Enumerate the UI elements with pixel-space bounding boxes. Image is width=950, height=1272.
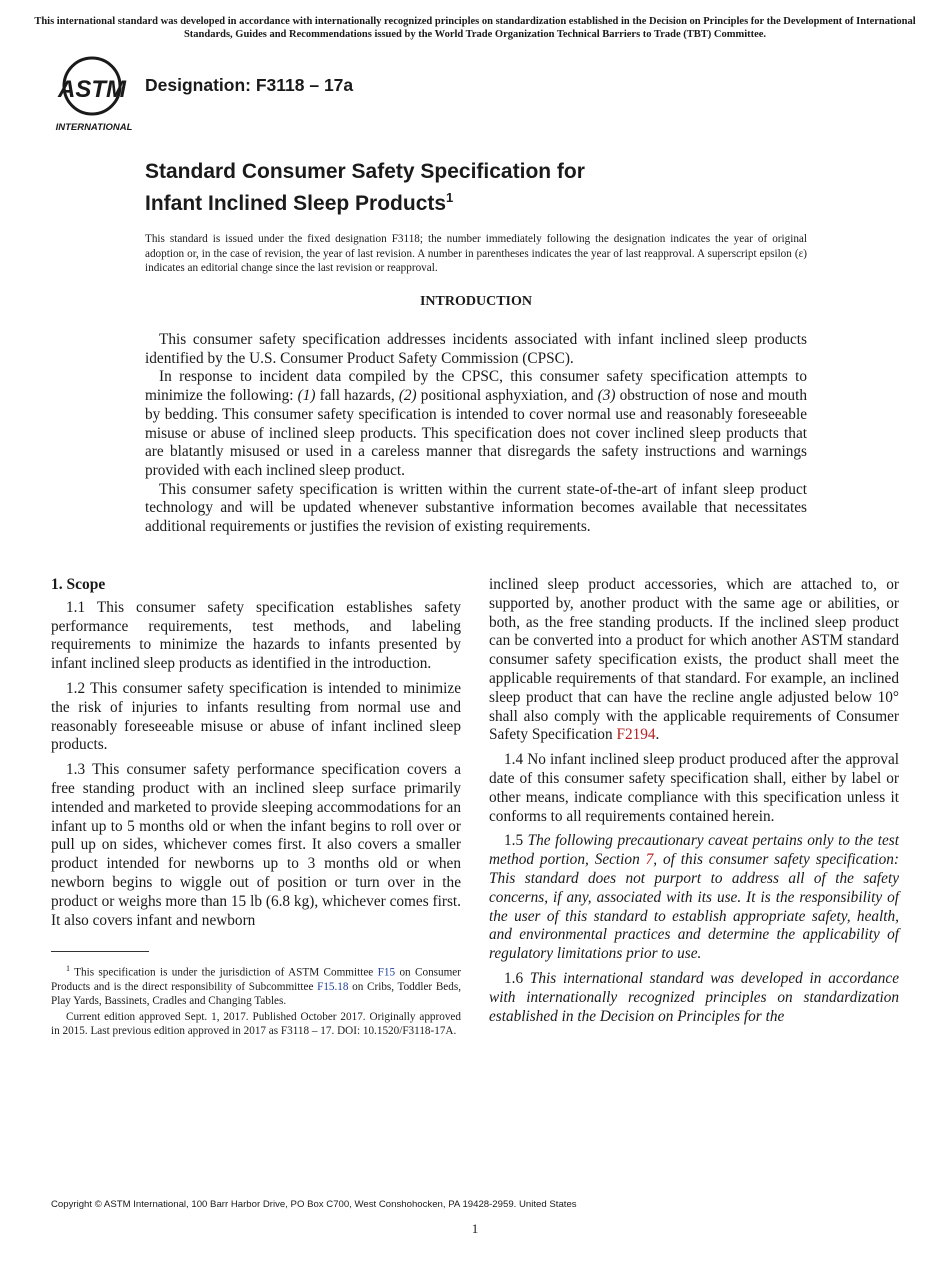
- introduction-body: [145, 331, 807, 537]
- f15-link[interactable]: F15: [377, 966, 396, 979]
- page-title: [145, 159, 845, 217]
- section-1-5-text-a: The following precautionary caveat pertains only to the test method portion, Section: [489, 832, 899, 869]
- intro-paragraph-1: This consumer safety specification addresses incidents associated with infant inclined sleep products identified by the U.S. Consumer Product Safety Commission (CPSC).: [145, 331, 807, 367]
- section-1-4: 1.4 No infant inclined sleep product produced after the approval date of this consumer safety specification shall, either by label or other means, indicate compliance with this specification unless it conforms to all requirements contained herein.: [489, 751, 899, 825]
- intro-p2-num-2: (2): [398, 387, 417, 405]
- introduction-heading: INTRODUCTION: [419, 294, 532, 309]
- intro-p2-text-d: obstruction of nose and mouth by bedding. This consumer safety specification is intended to cover normal use and reasonably foreseeable misuse or abuse of inclined sleep products. This specification does not cover inclined sleep products that are blatantly misused or used in a careless manner that disregards the safety instructions and warnings provided with each inclined sleep product.: [145, 387, 807, 479]
- right-column: [489, 576, 899, 1032]
- intro-p2-text-c: positional asphyxiation, and: [416, 387, 598, 405]
- section-1-5-text-b: , of this consumer safety specification: This standard does not purport to address all of the safety concerns, if any, associated with its use. It is the responsibility of the user of this standard to establish appropriate safety, health, and environmental practices and determine the applicability of regulatory limitations prior to use.: [489, 851, 899, 963]
- intro-p2-num-1: (1): [297, 387, 316, 405]
- title-footnote-mark: 1: [446, 190, 454, 205]
- section-1-3-continued: [489, 576, 899, 745]
- footnote-text-c: on Cribs, Toddler Beds, Play Yards, Bassinets, Cradles and Changing Tables.: [51, 981, 461, 1008]
- section-1-6-number: 1.6: [504, 969, 530, 987]
- section-7-link[interactable]: 7: [645, 851, 654, 869]
- intro-paragraph-2: [145, 368, 807, 480]
- footnote: [51, 962, 461, 1039]
- footnote-divider: [51, 951, 149, 952]
- footnote-text-b: on Consumer Products and is the direct responsibility of Subcommittee: [51, 966, 462, 994]
- footnote-edition: Current edition approved Sept. 1, 2017. Published October 2017. Originally approved in 2015. Last previous edition approved in 2017 as F3118 – 17. DOI: 10.1520/F3118-17A.: [51, 1010, 461, 1037]
- title-line-2-text: Infant Inclined Sleep Products: [145, 192, 447, 215]
- section-1-2: 1.2 This consumer safety specification is intended to minimize the risk of injuries to infants resulting from normal use and reasonably foreseeable misuse or abuse of infant inclined sleep products.: [51, 679, 461, 754]
- intro-p2-text-b: fall hazards,: [315, 387, 399, 405]
- section-1-1: 1.1 This consumer safety specification establishes safety performance requirements, test methods, and labeling requirements to minimize the hazards to infants presented by infant inclined sleep products as identified in the introduction.: [51, 598, 461, 673]
- copyright: Copyright © ASTM International, 100 Barr Harbor Drive, PO Box C700, West Conshohocken, PA 19428-2959. United States: [51, 1199, 577, 1210]
- title-line-1: Standard Consumer Safety Specification for: [145, 160, 585, 183]
- f2194-link[interactable]: F2194: [616, 726, 656, 744]
- logo-subtext: INTERNATIONAL: [55, 122, 133, 133]
- designation: Designation: F3118 – 17a: [145, 75, 354, 95]
- f15-18-link[interactable]: F15.18: [317, 981, 349, 994]
- section-1-3-cont-text: inclined sleep product accessories, which are attached to, or supported by, another product with the same age or abilities, or both, as the free standing products. If the inclined sleep product can be converted into a product for which another ASTM standard consumer safety specification exists, the product shall meet the applicable requirements of that standard. For example, an inclined sleep product that can have the recline angle adjusted below 10° shall also comply with the applicable requirements of Consumer Safety Specification: [489, 576, 899, 744]
- intro-p2-num-3: (3): [597, 387, 616, 405]
- title-line-2: [145, 185, 845, 217]
- section-1-5-number: 1.5: [504, 832, 528, 850]
- footnote-1: [51, 962, 461, 1009]
- section-1-6: [489, 970, 899, 1026]
- astm-international-logo: [52, 56, 136, 134]
- scope-heading: 1. Scope: [51, 576, 106, 593]
- page-number: 1: [471, 1221, 479, 1236]
- issued-note: This standard is issued under the fixed designation F3118; the number immediately following the designation indicates the year of original adoption or, in the case of revision, the year of last revision. A number in parentheses indicates the year of last reapproval. A superscript epsilon (ε) indicates an editorial change since the last revision or reapproval.: [145, 233, 807, 274]
- section-1-3: 1.3 This consumer safety performance specification covers a free standing product with an inclined sleep surface primarily intended and marketed to provide sleeping accommodations for an infant up to 5 months old or when the infant begins to roll over or pull up on sides, whichever comes first. It also covers a smaller product intended for newborns up to 3 months old or when newborn begins to wiggle out of position or turn over in the product or weighs more than 15 lb (6.8 kg), whichever comes first. It also covers infant and newborn: [51, 761, 461, 929]
- intro-paragraph-3: This consumer safety specification is written within the current state-of-the-art of infant sleep product technology and will be updated whenever substantive information becomes available that necessitates additional requirements or justifies the revision of existing requirements.: [145, 480, 807, 536]
- logo-text: ASTM: [58, 76, 126, 103]
- section-1-3-end: .: [655, 726, 660, 744]
- section-1-5: [489, 832, 899, 964]
- intro-p2-text-a: In response to incident data compiled by the CPSC, this consumer safety specification attempts to minimize the following:: [145, 368, 807, 405]
- header-notice: This international standard was developed in accordance with internationally recognized principles on standardization established in the Decision on Principles for the Development of International Standards, Guides and Recommendations issued by the World Trade Organization Technical Barriers to Trade (TBT) Committee.: [34, 16, 916, 40]
- footnote-mark: 1: [66, 964, 70, 973]
- section-1-6-text: This international standard was developed in accordance with internationally recognized principles on standardization established in the Decision on Principles for the: [489, 969, 899, 1025]
- left-column: [51, 576, 461, 936]
- footnote-text-a: This specification is under the jurisdiction of ASTM Committee: [70, 966, 378, 979]
